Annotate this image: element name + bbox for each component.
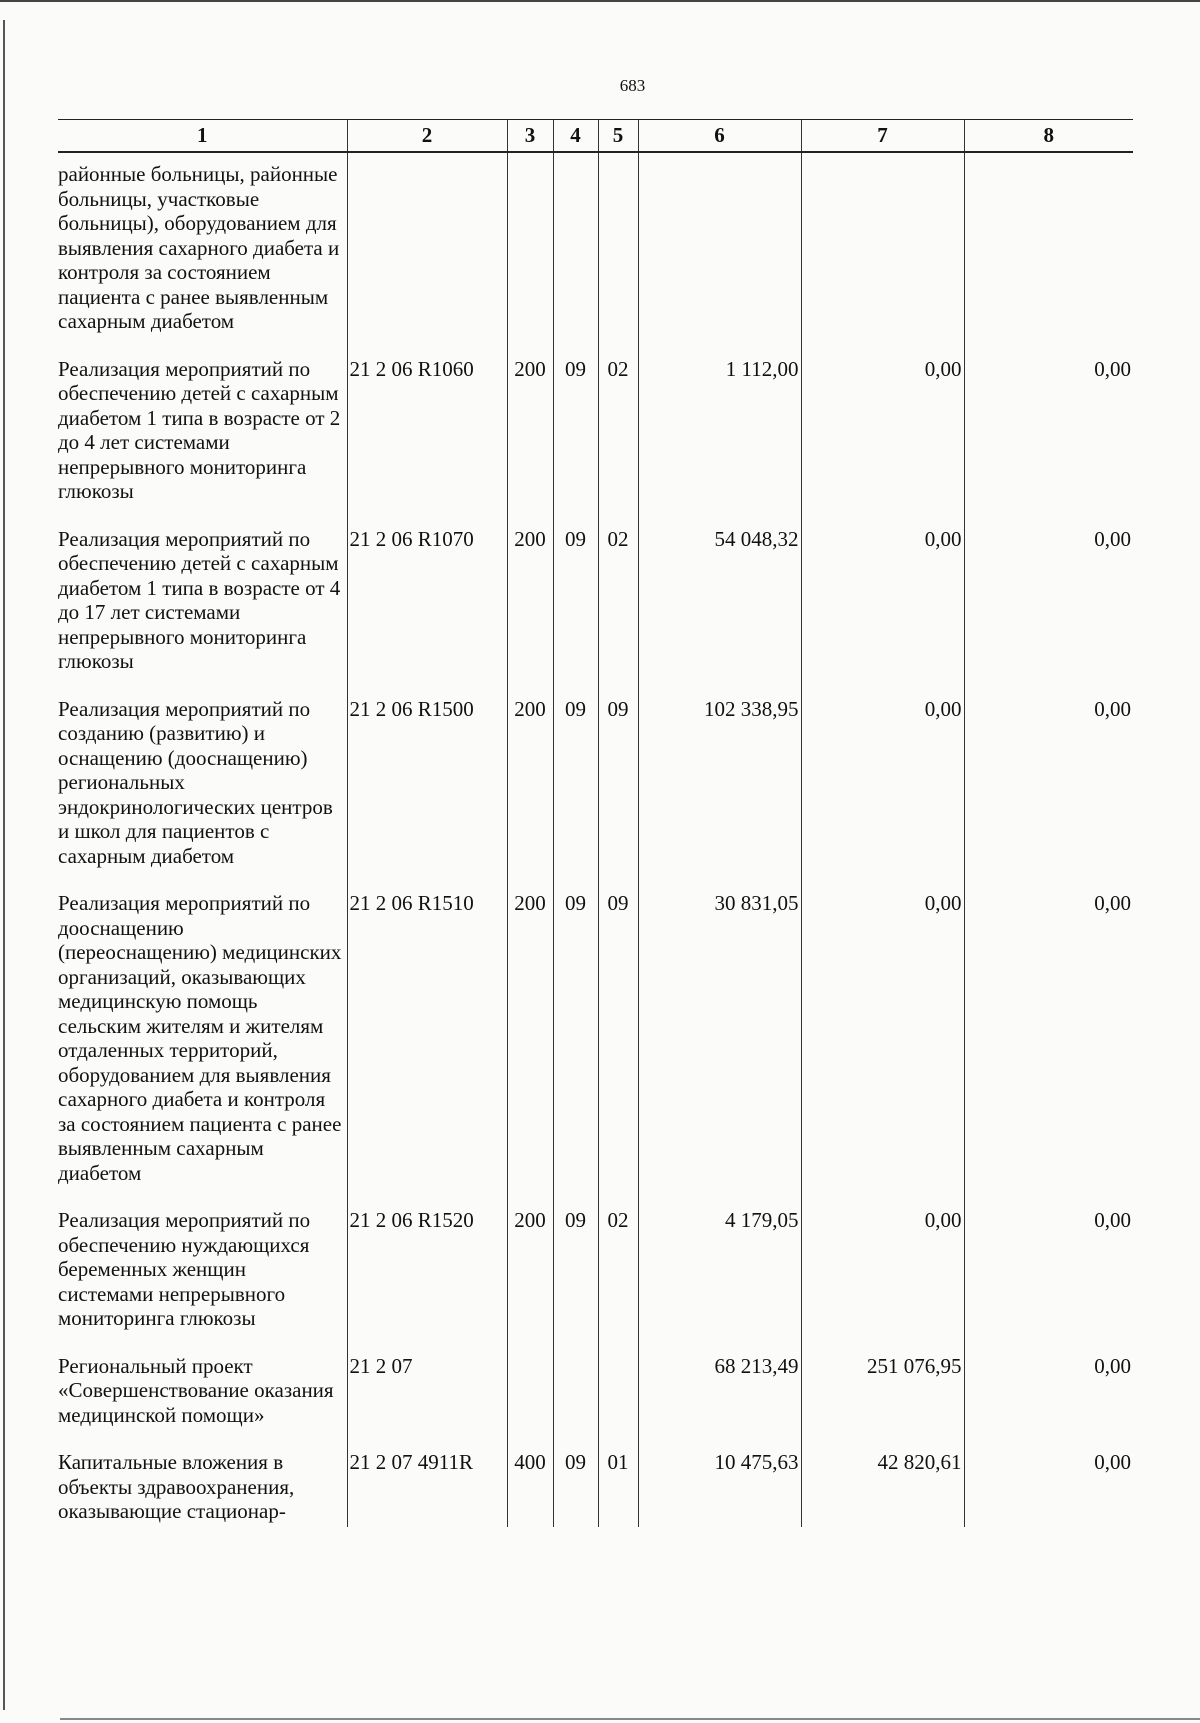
row-col6: 30 831,05	[638, 885, 801, 1202]
row-col7: 0,00	[801, 885, 964, 1202]
table-row	[58, 885, 1133, 1202]
row-col3: 200	[507, 691, 553, 886]
row-col4: 09	[553, 885, 598, 1202]
row-col8: 0,00	[964, 521, 1133, 691]
table-row	[58, 351, 1133, 521]
column-header-7: 7	[801, 120, 964, 153]
empty-cell	[964, 152, 1133, 351]
row-code: 21 2 06 R1510	[347, 885, 507, 1202]
row-description: Реализация мероприятий по дооснащению (переоснащению) медицинских организаций, оказывающих медицинскую помощь сельским жителям и жителям отдаленных территорий, оборудованием для выявления сахарного диабета и контроля за состоянием пациента с ранее выявленным сахарным диабетом	[58, 891, 342, 1185]
empty-cell	[553, 152, 598, 351]
table-row	[58, 1444, 1133, 1527]
row-col3: 200	[507, 885, 553, 1202]
row-col8: 0,00	[964, 1348, 1133, 1445]
row-col8: 0,00	[964, 691, 1133, 886]
column-header-3: 3	[507, 120, 553, 153]
column-header-6: 6	[638, 120, 801, 153]
row-col3: 200	[507, 1202, 553, 1348]
row-col6: 1 112,00	[638, 351, 801, 521]
row-col6: 68 213,49	[638, 1348, 801, 1445]
row-code: 21 2 06 R1520	[347, 1202, 507, 1348]
row-code: 21 2 06 R1070	[347, 521, 507, 691]
column-header-1: 1	[58, 120, 347, 153]
row-col8: 0,00	[964, 1202, 1133, 1348]
row-description: Реализация мероприятий по обеспечению детей с сахарным диабетом 1 типа в возрасте от 4 до 17 лет системами непрерывного мониторинга глюкозы	[58, 526, 341, 673]
row-description: Реализация мероприятий по обеспечению нуждающихся беременных женщин системами непрерывного мониторинга глюкозы	[58, 1208, 311, 1330]
row-col5: 02	[598, 1202, 638, 1348]
row-description: Капитальные вложения в объекты здравоохранения, оказывающие стационар-	[58, 1450, 295, 1523]
row-description: Реализация мероприятий по обеспечению детей с сахарным диабетом 1 типа в возрасте от 2 до 4 лет системами непрерывного мониторинга глюкозы	[58, 356, 341, 503]
row-col7: 0,00	[801, 691, 964, 886]
row-col7: 251 076,95	[801, 1348, 964, 1445]
budget-table	[58, 119, 1133, 1527]
table-row	[58, 521, 1133, 691]
row-col8: 0,00	[964, 351, 1133, 521]
page-number: 683	[619, 76, 646, 95]
empty-cell	[598, 152, 638, 351]
row-col3: 200	[507, 351, 553, 521]
row-col6: 4 179,05	[638, 1202, 801, 1348]
row-col4	[553, 1348, 598, 1445]
row-col4: 09	[553, 351, 598, 521]
table-row	[58, 1202, 1133, 1348]
row-description: районные больницы, районные больницы, участковые больницы), оборудованием для выявления сахарного диабета и контроля за состоянием пациента с ранее выявленным сахарным диабетом	[58, 162, 340, 333]
table-row	[58, 691, 1133, 886]
row-col4: 09	[553, 1202, 598, 1348]
row-col4: 09	[553, 1444, 598, 1527]
row-code: 21 2 07 4911R	[347, 1444, 507, 1527]
empty-cell	[507, 152, 553, 351]
row-col3: 200	[507, 521, 553, 691]
left-edge-rule	[3, 20, 5, 1710]
row-col8: 0,00	[964, 885, 1133, 1202]
row-col3: 400	[507, 1444, 553, 1527]
empty-cell	[638, 152, 801, 351]
row-col5: 02	[598, 351, 638, 521]
row-col8: 0,00	[964, 1444, 1133, 1527]
row-col7: 0,00	[801, 521, 964, 691]
row-code: 21 2 07	[347, 1348, 507, 1445]
row-col4: 09	[553, 691, 598, 886]
row-col6: 102 338,95	[638, 691, 801, 886]
row-col5: 02	[598, 521, 638, 691]
row-col5	[598, 1348, 638, 1445]
row-col6: 54 048,32	[638, 521, 801, 691]
row-col5: 01	[598, 1444, 638, 1527]
row-col7: 0,00	[801, 351, 964, 521]
row-description: Региональный проект «Совершенствование оказания медицинской помощи»	[58, 1353, 334, 1427]
row-col7: 0,00	[801, 1202, 964, 1348]
row-col7: 42 820,61	[801, 1444, 964, 1527]
column-header-8: 8	[964, 120, 1133, 153]
empty-cell	[801, 152, 964, 351]
row-col5: 09	[598, 885, 638, 1202]
row-col3	[507, 1348, 553, 1445]
column-header-2: 2	[347, 120, 507, 153]
bottom-edge-rule	[60, 1718, 1200, 1720]
table-row	[58, 1348, 1133, 1445]
column-header-4: 4	[553, 120, 598, 153]
header-row	[58, 120, 1133, 153]
row-col4: 09	[553, 521, 598, 691]
row-code: 21 2 06 R1500	[347, 691, 507, 886]
continuation-row	[58, 152, 1133, 351]
row-code: 21 2 06 R1060	[347, 351, 507, 521]
row-description: Реализация мероприятий по созданию (развитию) и оснащению (дооснащению) региональных эндокринологических центров и школ для пациентов с сахарным диабетом	[58, 696, 333, 868]
row-col5: 09	[598, 691, 638, 886]
top-edge-rule	[0, 0, 1200, 2]
column-header-5: 5	[598, 120, 638, 153]
row-col6: 10 475,63	[638, 1444, 801, 1527]
empty-cell	[347, 152, 507, 351]
